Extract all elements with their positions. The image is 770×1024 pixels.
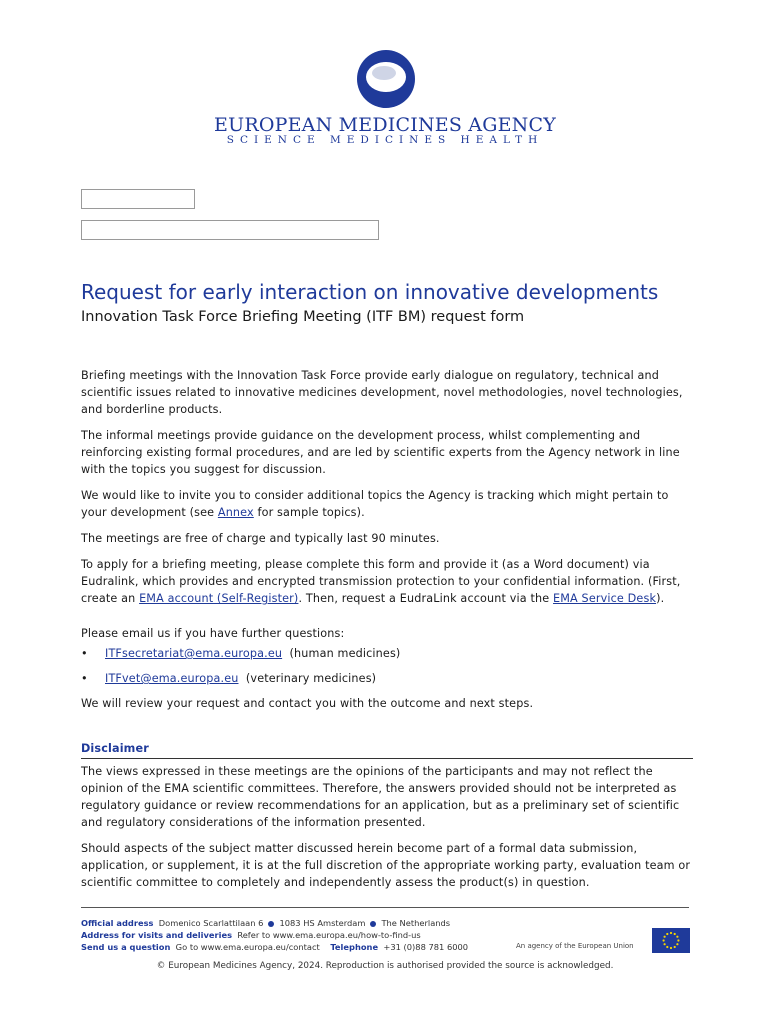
address-country: The Netherlands bbox=[381, 918, 451, 928]
address-city: 1083 HS Amsterdam bbox=[279, 918, 366, 928]
disclaimer-paragraph-2: Should aspects of the subject matter discussed herein become part of a formal data submission, application, or supplement, it is at the full discretion of the appropriate working party, evaluation team or scientific committee to completely and independently assess the product(s) in question. bbox=[81, 842, 691, 889]
paragraph-intro: Briefing meetings with the Innovation Task Force provide early dialogue on regulatory, technical and scientific issues related to innovative medicines development, novel methodologies, novel technologies, and borderline products. bbox=[81, 369, 683, 416]
footer-visits-line bbox=[81, 929, 641, 941]
email-note-human: (human medicines) bbox=[282, 647, 401, 660]
question-label: Send us a question bbox=[81, 942, 171, 952]
list-item bbox=[81, 670, 693, 687]
question-text: Go to www.ema.europa.eu/contact bbox=[175, 942, 320, 952]
telephone-text: +31 (0)88 781 6000 bbox=[383, 942, 469, 952]
page-title: Request for early interaction on innovative developments bbox=[81, 280, 659, 304]
annex-link[interactable]: Annex bbox=[217, 506, 254, 519]
eu-agency-note: An agency of the European Union bbox=[516, 942, 634, 950]
paragraph-email: Please email us if you have further questions: bbox=[81, 627, 345, 640]
email-link-vet[interactable]: ITFvet@ema.europa.eu bbox=[105, 672, 239, 685]
paragraph-guidance: The informal meetings provide guidance on the development process, whilst complementing and reinforcing existing formal procedures, and are led by scientific experts from the Agency network in line with the topics you suggest for discussion. bbox=[81, 429, 680, 476]
eu-flag-icon bbox=[652, 928, 690, 953]
official-address-label: Official address bbox=[81, 918, 154, 928]
apply-text-a: To apply for a briefing meeting, please complete this form and provide it (as a Word document) via Eudralink, which provides and encrypted transmission protection to your confidential information. (First, create an bbox=[81, 558, 681, 605]
list-item bbox=[81, 645, 693, 662]
paragraph-apply bbox=[81, 556, 693, 607]
email-note-vet: (veterinary medicines) bbox=[238, 672, 377, 685]
logo-pill-shade-icon bbox=[372, 66, 396, 80]
footer-divider bbox=[81, 907, 689, 908]
email-list bbox=[81, 645, 693, 687]
ema-account-link[interactable]: EMA account (Self-Register) bbox=[139, 592, 299, 605]
visits-label: Address for visits and deliveries bbox=[81, 930, 233, 940]
page-subtitle: Innovation Task Force Briefing Meeting (ITF BM) request form bbox=[81, 309, 525, 325]
reference-field-1[interactable] bbox=[81, 189, 195, 209]
telephone-label: Telephone bbox=[330, 942, 379, 952]
paragraph-topics bbox=[81, 487, 693, 521]
document-body bbox=[81, 367, 693, 900]
apply-text-b: . Then, request a EudraLink account via the bbox=[298, 592, 554, 605]
topics-text-b: for sample topics). bbox=[253, 506, 365, 519]
ema-service-desk-link[interactable]: EMA Service Desk bbox=[553, 592, 657, 605]
email-link-human[interactable]: ITFsecretariat@ema.europa.eu bbox=[105, 647, 283, 660]
disclaimer-paragraph-1: The views expressed in these meetings are the opinions of the participants and may not reflect the opinion of the EMA scientific committees. Therefore, the answers provided should not be interpreted as regulatory guidance or review recommendations for an application, but as a preliminary set of scientific and regulatory considerations of the information presented. bbox=[81, 765, 680, 829]
address-street: Domenico Scarlattilaan 6 bbox=[158, 918, 264, 928]
footer-address-line bbox=[81, 917, 641, 929]
reference-field-2[interactable] bbox=[81, 220, 379, 240]
agency-tagline: SCIENCE MEDICINES HEALTH bbox=[226, 134, 544, 146]
topics-text-a: We would like to invite you to consider additional topics the Agency is tracking which might pertain to your development (see bbox=[81, 489, 669, 519]
copyright: © European Medicines Agency, 2024. Reproduction is authorised provided the source is acknowledged. bbox=[156, 961, 614, 971]
paragraph-cost: The meetings are free of charge and typically last 90 minutes. bbox=[81, 532, 440, 545]
disclaimer-heading: Disclaimer bbox=[81, 740, 693, 759]
agency-name: EUROPEAN MEDICINES AGENCY bbox=[214, 114, 556, 136]
paragraph-review: We will review your request and contact you with the outcome and next steps. bbox=[81, 697, 534, 710]
apply-text-c: ). bbox=[656, 592, 665, 605]
visits-text: Refer to www.ema.europa.eu/how-to-find-us bbox=[237, 930, 421, 940]
bullet-dot-icon bbox=[370, 921, 376, 927]
bullet-dot-icon bbox=[268, 921, 274, 927]
